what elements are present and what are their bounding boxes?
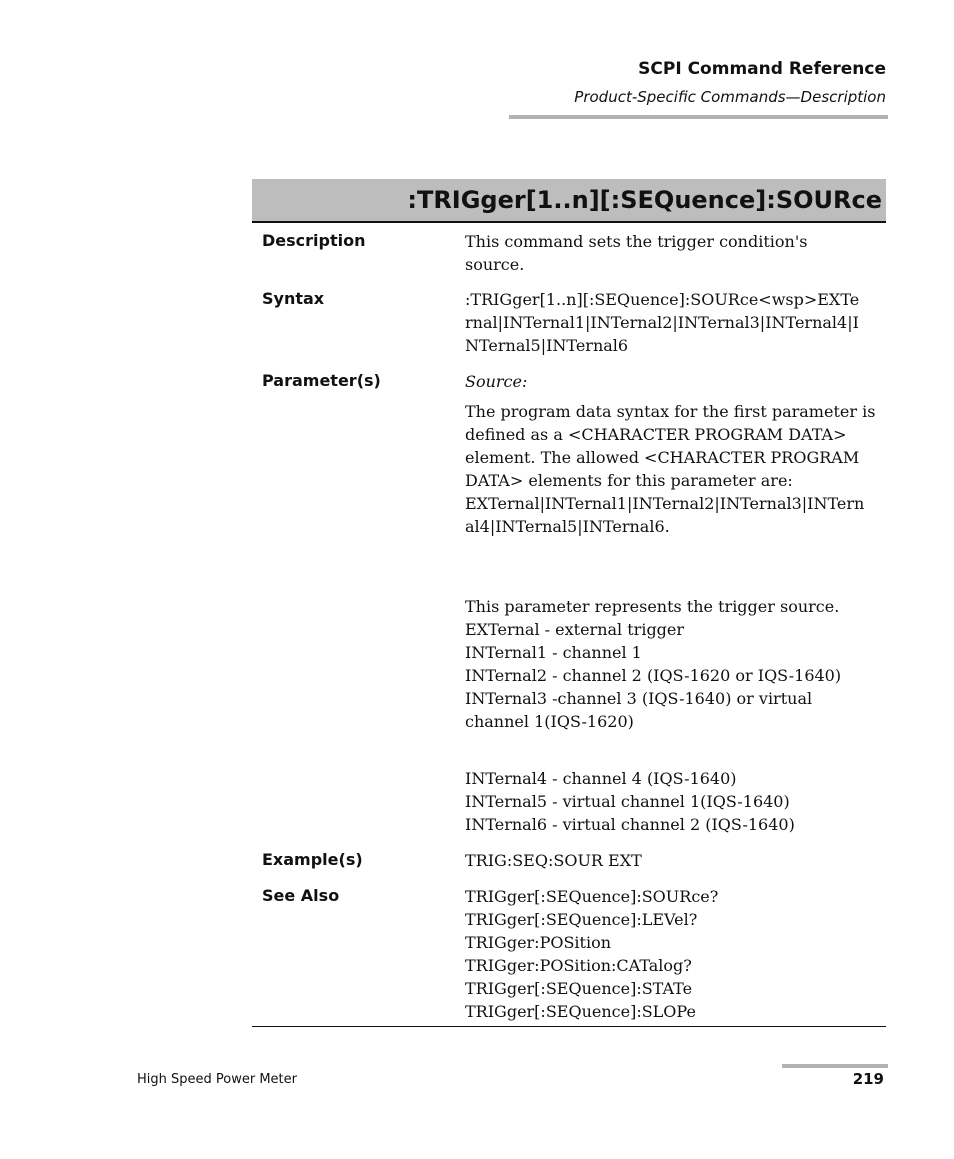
description-label: Description (262, 231, 366, 250)
example-line: TRIG:SEQ:SOUR EXT (465, 851, 642, 870)
parameter-line: al4|INTernal5|INTernal6. (465, 517, 670, 536)
parameter-line: EXTernal|INTernal1|INTernal2|INTernal3|INTern (465, 494, 865, 513)
parameter-line: INTernal5 - virtual channel 1(IQS-1640) (465, 792, 790, 811)
syntax-line: :TRIGger[1..n][:SEQuence]:SOURce<wsp>EXTe (465, 290, 860, 309)
parameter-line: INTernal6 - virtual channel 2 (IQS-1640) (465, 815, 795, 834)
command-title-bar (252, 179, 886, 223)
table-bottom-rule (252, 1026, 886, 1027)
syntax-line: NTernal5|INTernal6 (465, 336, 629, 355)
footer-rule (782, 1064, 888, 1068)
parameter-line: defined as a <CHARACTER PROGRAM DATA> (465, 425, 847, 444)
parameter-line: INTernal1 - channel 1 (465, 643, 642, 662)
parameter-line: The program data syntax for the first parameter is (465, 402, 876, 421)
see-also-item: TRIGger[:SEQuence]:SLOPe (465, 1002, 696, 1021)
syntax-label: Syntax (262, 289, 325, 308)
parameter-line: INTernal2 - channel 2 (IQS-1620 or IQS-1640) (465, 666, 842, 685)
header-rule (509, 115, 888, 119)
running-header-title: SCPI Command Reference (638, 59, 886, 79)
see-also-item: TRIGger:POSition:CATalog? (465, 956, 692, 975)
parameter-line: INTernal3 -channel 3 (IQS-1640) or virtual (465, 689, 813, 708)
parameters-label: Parameter(s) (262, 371, 381, 390)
syntax-line: rnal|INTernal1|INTernal2|INTernal3|INTernal4|I (465, 313, 859, 332)
footer-product-name: High Speed Power Meter (137, 1072, 297, 1087)
see-also-item: TRIGger[:SEQuence]:SOURce? (465, 887, 719, 906)
parameter-line: EXTernal - external trigger (465, 620, 685, 639)
page-number: 219 (852, 1070, 884, 1088)
command-title: :TRIGger[1..n][:SEQuence]:SOURce (407, 186, 882, 214)
parameter-line: DATA> elements for this parameter are: (465, 471, 793, 490)
parameter-line: channel 1(IQS-1620) (465, 712, 634, 731)
parameter-line: This parameter represents the trigger source. (465, 597, 840, 616)
see-also-list (465, 885, 885, 1023)
parameter-syntax-block (465, 400, 885, 538)
see-also-item: TRIGger[:SEQuence]:LEVel? (465, 910, 698, 929)
parameter-line: INTernal4 - channel 4 (IQS-1640) (465, 769, 737, 788)
description-line: source. (465, 255, 525, 274)
running-header-subtitle: Product-Specific Commands—Description (574, 88, 886, 106)
syntax-text (465, 288, 885, 357)
examples-label: Example(s) (262, 850, 363, 869)
description-text (465, 230, 885, 276)
parameter-description-block (465, 595, 885, 733)
see-also-label: See Also (262, 886, 340, 905)
description-line: This command sets the trigger condition's (465, 232, 808, 251)
parameter-extra-block (465, 767, 885, 836)
parameter-name: Source: (465, 372, 528, 391)
see-also-item: TRIGger:POSition (465, 933, 612, 952)
examples-text (465, 849, 885, 872)
parameter-line: element. The allowed <CHARACTER PROGRAM (465, 448, 860, 467)
see-also-item: TRIGger[:SEQuence]:STATe (465, 979, 693, 998)
